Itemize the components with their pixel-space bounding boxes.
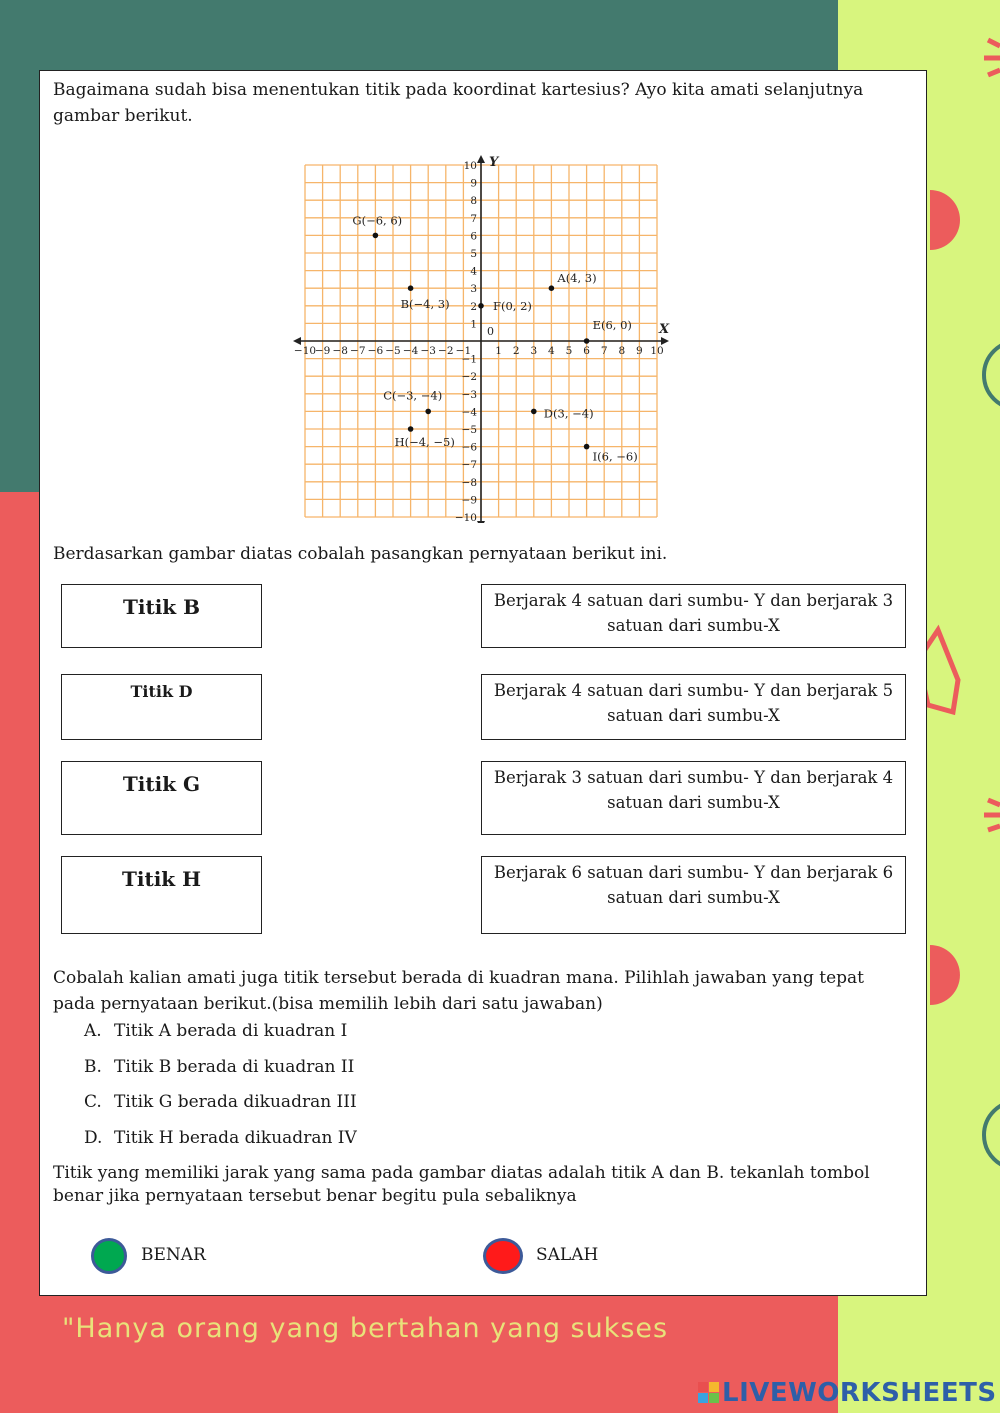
liveworksheets-logo[interactable] bbox=[698, 1378, 997, 1408]
option-b[interactable] bbox=[84, 1057, 354, 1077]
salah-radio-button[interactable] bbox=[483, 1238, 523, 1274]
point-h bbox=[408, 426, 414, 432]
x-tick-label: −9 bbox=[314, 345, 331, 357]
match-right-4[interactable]: Berjarak 6 satuan dari sumbu- Y dan berjarak 6 satuan dari sumbu-X bbox=[481, 856, 906, 934]
y-axis-label: Y bbox=[489, 155, 499, 170]
point-label-b: B(−4, 3) bbox=[400, 297, 450, 312]
y-tick-label: 3 bbox=[470, 283, 477, 296]
point-label-f: F(0, 2) bbox=[493, 298, 532, 313]
x-tick-label: 2 bbox=[512, 345, 520, 357]
match-right-2[interactable]: Berjarak 4 satuan dari sumbu- Y dan berjarak 5 satuan dari sumbu-X bbox=[481, 674, 906, 740]
y-tick-label: 10 bbox=[463, 160, 477, 172]
logo-grid-icon bbox=[698, 1382, 720, 1404]
option-c[interactable] bbox=[84, 1092, 357, 1112]
point-label-a: A(4, 3) bbox=[557, 271, 597, 286]
point-label-h: H(−4, −5) bbox=[394, 435, 455, 449]
x-tick-label: 7 bbox=[600, 345, 608, 357]
x-tick-label: −4 bbox=[402, 345, 419, 357]
option-a-text: Titik A berada di kuadran I bbox=[114, 1021, 348, 1041]
x-tick-label: 8 bbox=[618, 345, 626, 357]
y-tick-label: −2 bbox=[461, 371, 477, 384]
y-axis-arrow-up bbox=[477, 155, 485, 163]
x-tick-label: −10 bbox=[293, 345, 317, 357]
match-left-titik-b[interactable]: Titik B bbox=[61, 584, 262, 648]
y-tick-label: −8 bbox=[461, 476, 477, 489]
point-b bbox=[408, 285, 414, 291]
point-label-g: G(−6, 6) bbox=[352, 213, 403, 228]
point-label-i: I(6, −6) bbox=[592, 449, 638, 464]
option-b-letter: B. bbox=[84, 1057, 102, 1077]
y-axis-arrow-down bbox=[477, 521, 485, 523]
option-c-text: Titik G berada dikuadran III bbox=[114, 1092, 357, 1112]
x-tick-label: −5 bbox=[385, 345, 401, 357]
y-tick-label: 5 bbox=[470, 248, 477, 260]
point-e bbox=[584, 338, 590, 344]
y-tick-label: −6 bbox=[461, 441, 477, 454]
point-g bbox=[373, 233, 379, 239]
logo-text: LIVEWORKSHEETS bbox=[722, 1378, 997, 1408]
option-d-text: Titik H berada dikuadran IV bbox=[114, 1128, 357, 1148]
point-i bbox=[584, 444, 590, 450]
point-label-c: C(−3, −4) bbox=[383, 388, 443, 403]
y-tick-label: −5 bbox=[461, 424, 477, 436]
point-label-e: E(6, 0) bbox=[592, 318, 632, 332]
x-tick-label: −1 bbox=[455, 345, 472, 357]
option-d-letter: D. bbox=[84, 1128, 103, 1148]
x-tick-label: 4 bbox=[548, 345, 555, 357]
y-tick-label: −3 bbox=[461, 388, 477, 401]
x-tick-label: 6 bbox=[583, 345, 590, 357]
quadrant-instruction: Cobalah kalian amati juga titik tersebut berada di kuadran mana. Pilihlah jawaban yang tepat pada pernyataan berikut.(bisa memilih lebih dari satu jawaban) bbox=[53, 968, 864, 1014]
match-right-3[interactable]: Berjarak 3 satuan dari sumbu- Y dan berjarak 4 satuan dari sumbu-X bbox=[481, 761, 906, 835]
y-tick-label: −1 bbox=[461, 353, 477, 366]
y-tick-label: 9 bbox=[470, 177, 477, 190]
worksheet-card bbox=[39, 70, 927, 1296]
option-b-text: Titik B berada di kuadran II bbox=[114, 1057, 355, 1077]
x-tick-label: −6 bbox=[367, 345, 384, 357]
point-label-d: D(3, −4) bbox=[543, 406, 594, 421]
x-tick-label: 10 bbox=[650, 345, 664, 357]
y-tick-label: −9 bbox=[461, 494, 477, 507]
x-tick-label: −2 bbox=[438, 345, 454, 357]
y-tick-label: 2 bbox=[470, 300, 477, 313]
x-axis-arrow-left bbox=[293, 337, 301, 345]
match-left-titik-d[interactable]: Titik D bbox=[61, 674, 262, 740]
x-tick-label: −8 bbox=[332, 345, 348, 357]
y-tick-label: −4 bbox=[461, 406, 477, 419]
benar-radio-button[interactable] bbox=[91, 1238, 127, 1274]
x-tick-label: 3 bbox=[530, 345, 538, 357]
x-tick-label: 1 bbox=[495, 345, 502, 357]
benar-label: BENAR bbox=[141, 1245, 206, 1265]
footer-quote: "Hanya orang yang bertahan yang sukses bbox=[62, 1313, 669, 1344]
option-a-letter: A. bbox=[84, 1021, 102, 1041]
cartesian-chart bbox=[289, 153, 679, 523]
origin-label: 0 bbox=[487, 325, 494, 338]
y-tick-label: 7 bbox=[470, 212, 477, 225]
point-c bbox=[425, 409, 431, 415]
y-tick-label: 6 bbox=[470, 230, 477, 243]
x-tick-label: −7 bbox=[350, 345, 366, 357]
x-tick-label: 9 bbox=[636, 345, 643, 357]
intro-text: Bagaimana sudah bisa menentukan titik pada koordinat kartesius? Ayo kita amati selanjutnya gambar berikut. bbox=[53, 80, 864, 126]
x-axis-label: X bbox=[659, 322, 670, 337]
true-false-statement: Titik yang memiliki jarak yang sama pada gambar diatas adalah titik A dan B. tekanlah tombol benar jika pernyataan tersebut benar begitu pula sebaliknya bbox=[53, 1163, 870, 1206]
point-a bbox=[549, 285, 555, 291]
match-instruction: Berdasarkan gambar diatas cobalah pasangkan pernyataan berikut ini. bbox=[53, 544, 668, 564]
x-tick-label: −3 bbox=[420, 345, 436, 357]
salah-label: SALAH bbox=[536, 1245, 599, 1265]
y-tick-label: −10 bbox=[454, 512, 477, 523]
x-tick-label: 5 bbox=[565, 345, 573, 357]
y-tick-label: 8 bbox=[470, 195, 477, 208]
match-left-titik-h[interactable]: Titik H bbox=[61, 856, 262, 934]
y-tick-label: 1 bbox=[470, 318, 477, 331]
match-right-1[interactable]: Berjarak 4 satuan dari sumbu- Y dan berjarak 3 satuan dari sumbu-X bbox=[481, 584, 906, 648]
y-tick-label: 4 bbox=[470, 265, 477, 278]
y-tick-label: −7 bbox=[461, 459, 477, 472]
option-c-letter: C. bbox=[84, 1092, 102, 1112]
point-f bbox=[478, 303, 484, 309]
x-axis-arrow-right bbox=[661, 337, 669, 345]
option-a[interactable] bbox=[84, 1021, 347, 1041]
option-d[interactable] bbox=[84, 1128, 357, 1148]
match-left-titik-g[interactable]: Titik G bbox=[61, 761, 262, 835]
point-d bbox=[531, 409, 537, 415]
